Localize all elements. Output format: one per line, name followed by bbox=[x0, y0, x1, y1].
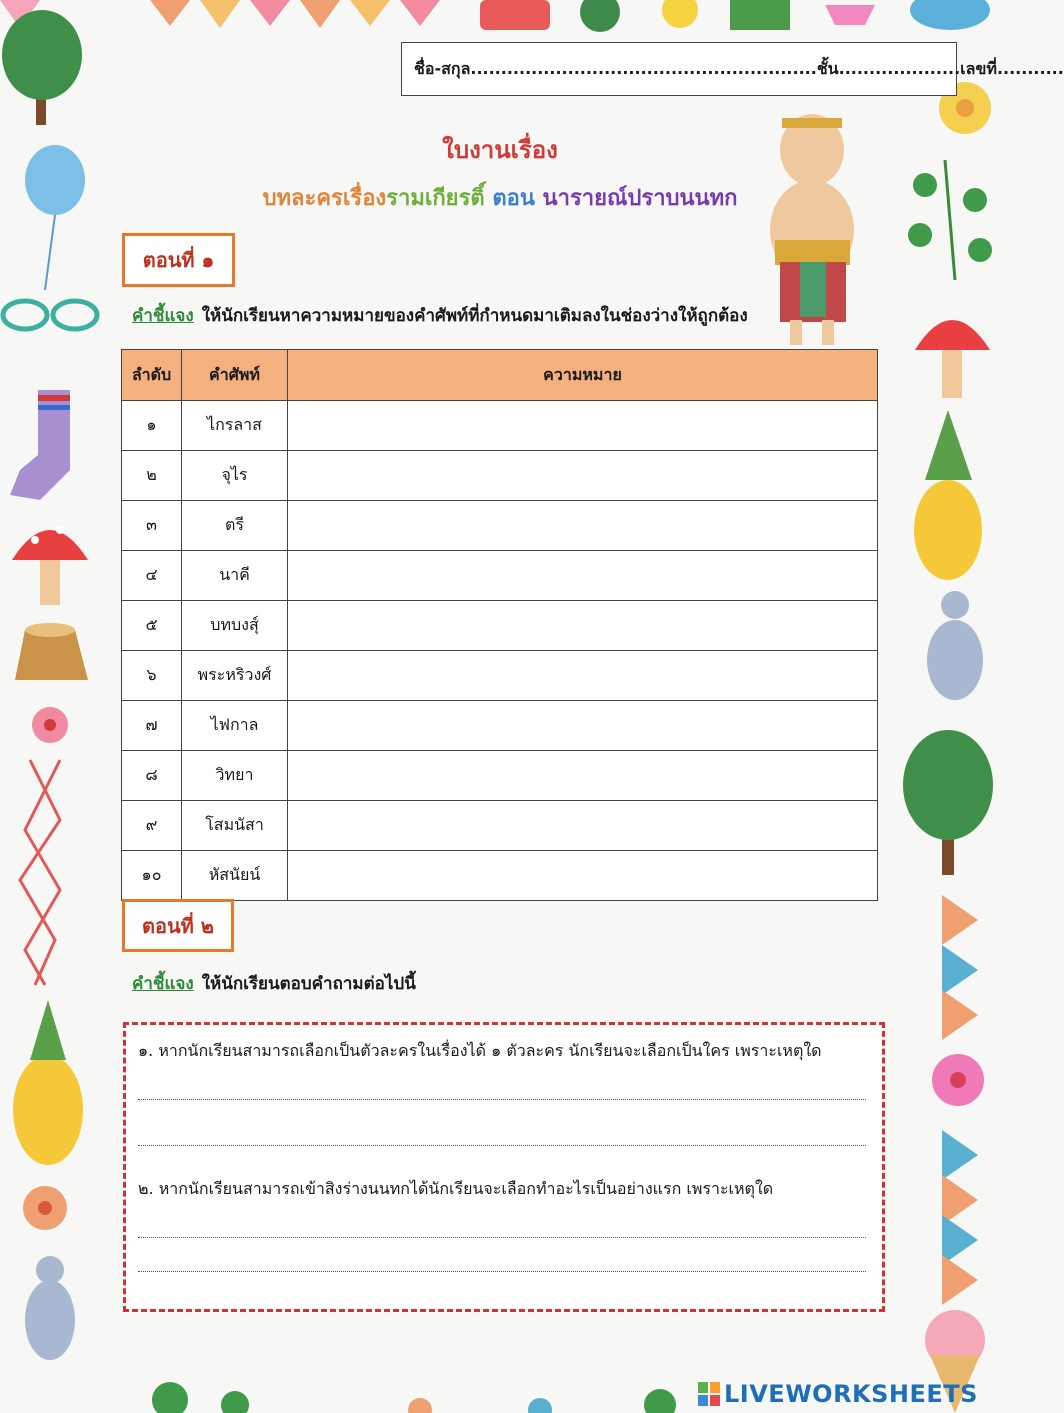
row-word: โสมนัสา bbox=[182, 801, 288, 851]
question-1: ๑. หากนักเรียนสามารถเลือกเป็นตัวละครในเรื่องได้ ๑ ตัวละคร นักเรียนจะเลือกเป็นใคร เพราะเหตุใด bbox=[138, 1041, 822, 1060]
row-number: ๙ bbox=[122, 801, 182, 851]
questions-box bbox=[123, 1022, 885, 1312]
answer-line-2b[interactable] bbox=[138, 1271, 866, 1272]
tree-icon bbox=[2, 10, 82, 125]
column-header-number: ลำดับ bbox=[122, 350, 182, 401]
part2-instruction bbox=[132, 970, 416, 997]
row-word: จุไร bbox=[182, 451, 288, 501]
row-word: หัสนัยน์ bbox=[182, 851, 288, 901]
sock-icon bbox=[10, 390, 70, 500]
row-word: พระหริวงศ์ bbox=[182, 651, 288, 701]
meaning-answer-cell[interactable] bbox=[288, 851, 878, 901]
subtitle-part-a: บทละครเรื่อง bbox=[262, 186, 387, 211]
vocabulary-table bbox=[121, 349, 878, 901]
table-row bbox=[122, 751, 878, 801]
row-word: ไกรลาส bbox=[182, 401, 288, 451]
mushroom-icon bbox=[915, 320, 990, 398]
meaning-answer-cell[interactable] bbox=[288, 551, 878, 601]
answer-line-1b[interactable] bbox=[138, 1145, 866, 1146]
liveworksheets-brand: LIVEWORKSHEETS bbox=[724, 1380, 978, 1408]
character-illustration-icon bbox=[770, 114, 854, 345]
tree-icon bbox=[903, 730, 993, 875]
row-number: ๑ bbox=[122, 401, 182, 451]
table-row bbox=[122, 401, 878, 451]
flower-icon bbox=[32, 707, 68, 743]
part1-label-box bbox=[122, 233, 235, 287]
row-number: ๑๐ bbox=[122, 851, 182, 901]
table-row bbox=[122, 451, 878, 501]
row-number: ๕ bbox=[122, 601, 182, 651]
meaning-answer-cell[interactable] bbox=[288, 401, 878, 451]
row-number: ๔ bbox=[122, 551, 182, 601]
row-word: วิทยา bbox=[182, 751, 288, 801]
stump-icon bbox=[15, 623, 88, 680]
row-number: ๘ bbox=[122, 751, 182, 801]
leaf-branch-icon bbox=[908, 160, 992, 280]
row-number: ๗ bbox=[122, 701, 182, 751]
table-header-row bbox=[122, 350, 878, 401]
mushroom-icon bbox=[12, 526, 88, 605]
part2-instruction-text: ให้นักเรียนตอบคำถามต่อไปนี้ bbox=[201, 974, 416, 994]
meaning-answer-cell[interactable] bbox=[288, 801, 878, 851]
mouse-icon bbox=[25, 1256, 75, 1360]
ribbon-icon bbox=[3, 301, 97, 329]
row-word: ตรี bbox=[182, 501, 288, 551]
row-number: ๓ bbox=[122, 501, 182, 551]
part2-label-box bbox=[122, 899, 234, 952]
worksheet-subtitle bbox=[230, 180, 770, 215]
student-info-line: ชื่อ-สกุล.........................................................ชั้น....................เลขที่........... bbox=[414, 58, 1064, 78]
bunting-top-icon bbox=[0, 0, 990, 32]
pineapple-icon bbox=[914, 410, 982, 580]
liveworksheets-logo-icon bbox=[698, 1382, 720, 1406]
meaning-answer-cell[interactable] bbox=[288, 751, 878, 801]
part1-instruction-text: ให้นักเรียนหาความหมายของคำศัพท์ที่กำหนดมาเติมลงในช่องว่างให้ถูกต้อง bbox=[201, 306, 748, 326]
answer-line-2a[interactable] bbox=[138, 1237, 866, 1238]
row-word: นาคี bbox=[182, 551, 288, 601]
rope-net-icon bbox=[20, 760, 60, 985]
table-row bbox=[122, 551, 878, 601]
part2-instruction-label: คำชี้แจง bbox=[132, 974, 194, 994]
table-row bbox=[122, 601, 878, 651]
mouse-icon bbox=[927, 591, 983, 700]
table-row bbox=[122, 851, 878, 901]
subtitle-part-c: ตอน bbox=[484, 186, 543, 211]
table-row bbox=[122, 501, 878, 551]
part1-instruction-label: คำชี้แจง bbox=[132, 306, 194, 326]
row-word: บทบงสุ์ bbox=[182, 601, 288, 651]
column-header-meaning: ความหมาย bbox=[288, 350, 878, 401]
meaning-answer-cell[interactable] bbox=[288, 601, 878, 651]
column-header-word: คำศัพท์ bbox=[182, 350, 288, 401]
student-info-box[interactable] bbox=[401, 42, 1064, 96]
part1-instruction bbox=[132, 302, 748, 329]
meaning-answer-cell[interactable] bbox=[288, 451, 878, 501]
flower-icon bbox=[932, 1054, 984, 1106]
subtitle-part-b: รามเกียรติ์ bbox=[386, 186, 485, 211]
meaning-answer-cell[interactable] bbox=[288, 501, 878, 551]
answer-line-1a[interactable] bbox=[138, 1099, 866, 1100]
balloon-icon bbox=[25, 145, 85, 290]
question-2: ๒. หากนักเรียนสามารถเข้าสิงร่างนนทกได้นักเรียนจะเลือกทำอะไรเป็นอย่างแรก เพราะเหตุใด bbox=[138, 1179, 774, 1198]
meaning-answer-cell[interactable] bbox=[288, 651, 878, 701]
subtitle-part-d: นารายณ์ปราบนนทก bbox=[542, 186, 738, 211]
meaning-answer-cell[interactable] bbox=[288, 701, 878, 751]
row-word: ไฟกาล bbox=[182, 701, 288, 751]
table-row bbox=[122, 801, 878, 851]
flower-icon bbox=[23, 1186, 67, 1230]
row-number: ๒ bbox=[122, 451, 182, 501]
pineapple-icon bbox=[13, 1000, 83, 1165]
table-row bbox=[122, 651, 878, 701]
part2-label: ตอนที่ ๒ bbox=[141, 913, 214, 938]
part1-label: ตอนที่ ๑ bbox=[142, 248, 215, 272]
bottom-foliage-icon bbox=[152, 1382, 676, 1413]
row-number: ๖ bbox=[122, 651, 182, 701]
worksheet-title: ใบงานเรื่อง bbox=[442, 136, 558, 164]
table-row bbox=[122, 701, 878, 751]
